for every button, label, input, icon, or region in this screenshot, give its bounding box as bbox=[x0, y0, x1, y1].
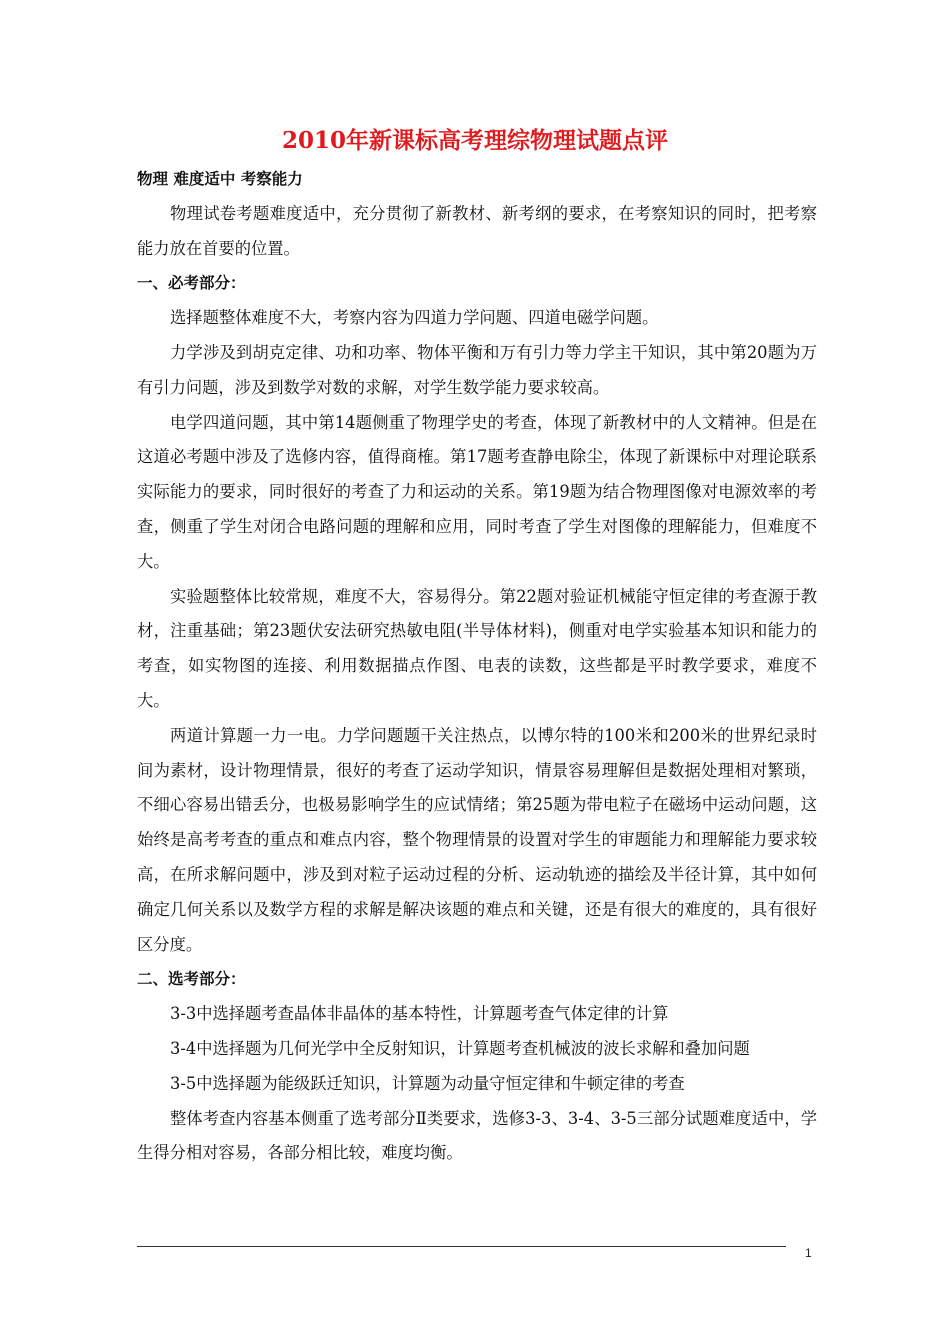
paragraph: 力学涉及到胡克定律、功和功率、物体平衡和万有引力等力学主干知识，其中第20题为万有引力问题，涉及到数学对数的求解，对学生数学能力要求较高。 bbox=[137, 342, 817, 397]
page-number: 1 bbox=[805, 1246, 812, 1260]
section-heading-required: 一、必考部分： bbox=[137, 274, 246, 293]
document-body bbox=[137, 162, 817, 1171]
paragraph: 3-4中选择题为几何光学中全反射知识，计算题考查机械波的波长求解和叠加问题 bbox=[170, 1038, 750, 1058]
paragraph: 实验题整体比较常规，难度不大，容易得分。第22题对验证机械能守恒定律的考查源于教材，注重基础；第23题伏安法研究热敏电阻(半导体材料)，侧重对电学实验基本知识和能力的考查，如实物图的连接、利用数据描点作图、电表的读数，这些都是平时教学要求，难度不大。 bbox=[137, 586, 817, 710]
intro-paragraph: 物理试卷考题难度适中，充分贯彻了新教材、新考纲的要求，在考察知识的同时，把考察能力放在首要的位置。 bbox=[137, 203, 817, 258]
paragraph: 两道计算题一力一电。力学问题题干关注热点，以博尔特的100米和200米的世界纪录时间为素材，设计物理情景，很好的考查了运动学知识，情景容易理解但是数据处理相对繁琐，不细心容易出错丢分，也极易影响学生的应试情绪；第25题为带电粒子在磁场中运动问题，这始终是高考考查的重点和难点内容，整个物理情景的设置对学生的审题能力和理解能力要求较高，在所求解问题中，涉及到对粒子运动过程的分析、运动轨迹的描绘及半径计算，其中如何确定几何关系以及数学方程的求解是解决该题的难点和关键，还是有很大的难度的，具有很好区分度。 bbox=[137, 725, 817, 954]
paragraph: 3-5中选择题为能级跃迁知识，计算题为动量守恒定律和牛顿定律的考查 bbox=[170, 1073, 685, 1093]
page-title: 2010年新课标高考理综物理试题点评 bbox=[281, 127, 668, 154]
section-heading-elective: 二、选考部分： bbox=[137, 970, 246, 989]
paragraph: 3-3中选择题考查晶体非晶体的基本特性，计算题考查气体定律的计算 bbox=[170, 1004, 669, 1024]
subtitle-heading: 物理 难度适中 考察能力 bbox=[137, 170, 303, 188]
paragraph: 整体考查内容基本侧重了选考部分Ⅱ类要求，选修3-3、3-4、3-5三部分试题难度适中，学生得分相对容易，各部分相比较，难度均衡。 bbox=[137, 1108, 817, 1163]
footer-divider bbox=[137, 1246, 786, 1247]
paragraph: 选择题整体难度不大，考察内容为四道力学问题、四道电磁学问题。 bbox=[170, 308, 659, 328]
paragraph: 电学四道问题，其中第14题侧重了物理学史的考查，体现了新教材中的人文精神。但是在这道必考题中涉及了选修内容，值得商榷。第17题考查静电除尘，体现了新课标中对理论联系实际能力的要求，同时很好的考查了力和运动的关系。第19题为结合物理图像对电源效率的考查，侧重了学生对闭合电路问题的理解和应用，同时考查了学生对图像的理解能力，但难度不大。 bbox=[137, 412, 817, 571]
